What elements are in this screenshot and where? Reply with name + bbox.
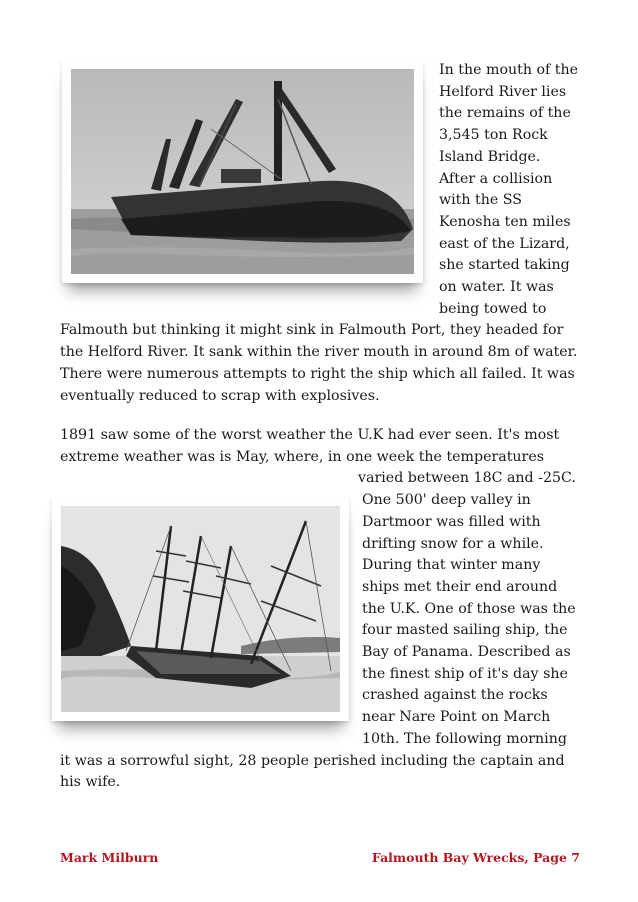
paragraph-line: four masted sailing ship, the [362,622,568,639]
paragraph-line: with the SS [439,192,522,209]
paragraph-line: There were numerous attempts to right the ship which all failed. It was [60,365,575,382]
paragraph-line: Island Bridge. [439,148,541,165]
paragraph-line: east of the Lizard, [439,235,570,252]
paragraph-line: 1891 saw some of the worst weather the U.K had ever seen. It's most [60,427,560,443]
photo-bay-of-panama-wreck [52,497,349,721]
paragraph-line: Helford River lies [439,83,567,100]
paragraph-line: During that winter many [362,557,541,574]
paragraph-line: crashed against the rocks [362,687,548,704]
paragraph-line: One 500' deep valley in [362,492,531,509]
paragraph-line: the U.K. One of those was the [362,600,576,617]
paragraph-line: near Nare Point on March [362,709,551,726]
paragraph-line: his wife. [60,774,121,791]
paragraph-line: Dartmoor was filled with [362,513,541,530]
paragraph-line: In the mouth of the [439,62,579,78]
paragraph-line: the Helford River. It sank within the river mouth in around 8m of water. [60,344,578,361]
paragraph-line: varied between 18C and -25C. [358,470,576,487]
paragraph-line: ships met their end around [362,578,558,595]
paragraph-line: Falmouth but thinking it might sink in Falmouth Port, they headed for [60,322,564,339]
paragraph-line: 10th. The following morning [362,730,567,747]
paragraph-line: Kenosha ten miles [439,213,571,230]
paragraph-line: drifting snow for a while. [362,535,544,552]
paragraph-line: she started taking [439,257,570,274]
paragraph-line: the finest ship of it's day she [362,665,568,682]
paragraph-line: being towed to [439,300,547,317]
paragraph-line: it was a sorrowful sight, 28 people perished including the captain and [60,752,565,769]
paragraph-line: After a collision [439,170,553,187]
footer-page-label: Falmouth Bay Wrecks, Page 7 [371,850,580,865]
paragraph-line: Bay of Panama. Described as [362,644,571,660]
paragraph-line: on water. It was [439,279,554,295]
footer-author: Mark Milburn [60,850,159,865]
paragraph-line: the remains of the [439,105,571,122]
wreck-photo-1 [71,69,414,274]
paragraph-line: extreme weather was is May, where, in one week the temperatures [60,448,545,465]
wreck-photo-2 [61,506,340,712]
paragraph-line: 3,545 ton Rock [439,127,548,144]
photo-rock-island-bridge-wreck [62,60,423,283]
paragraph-line: eventually reduced to scrap with explosives. [60,387,380,404]
